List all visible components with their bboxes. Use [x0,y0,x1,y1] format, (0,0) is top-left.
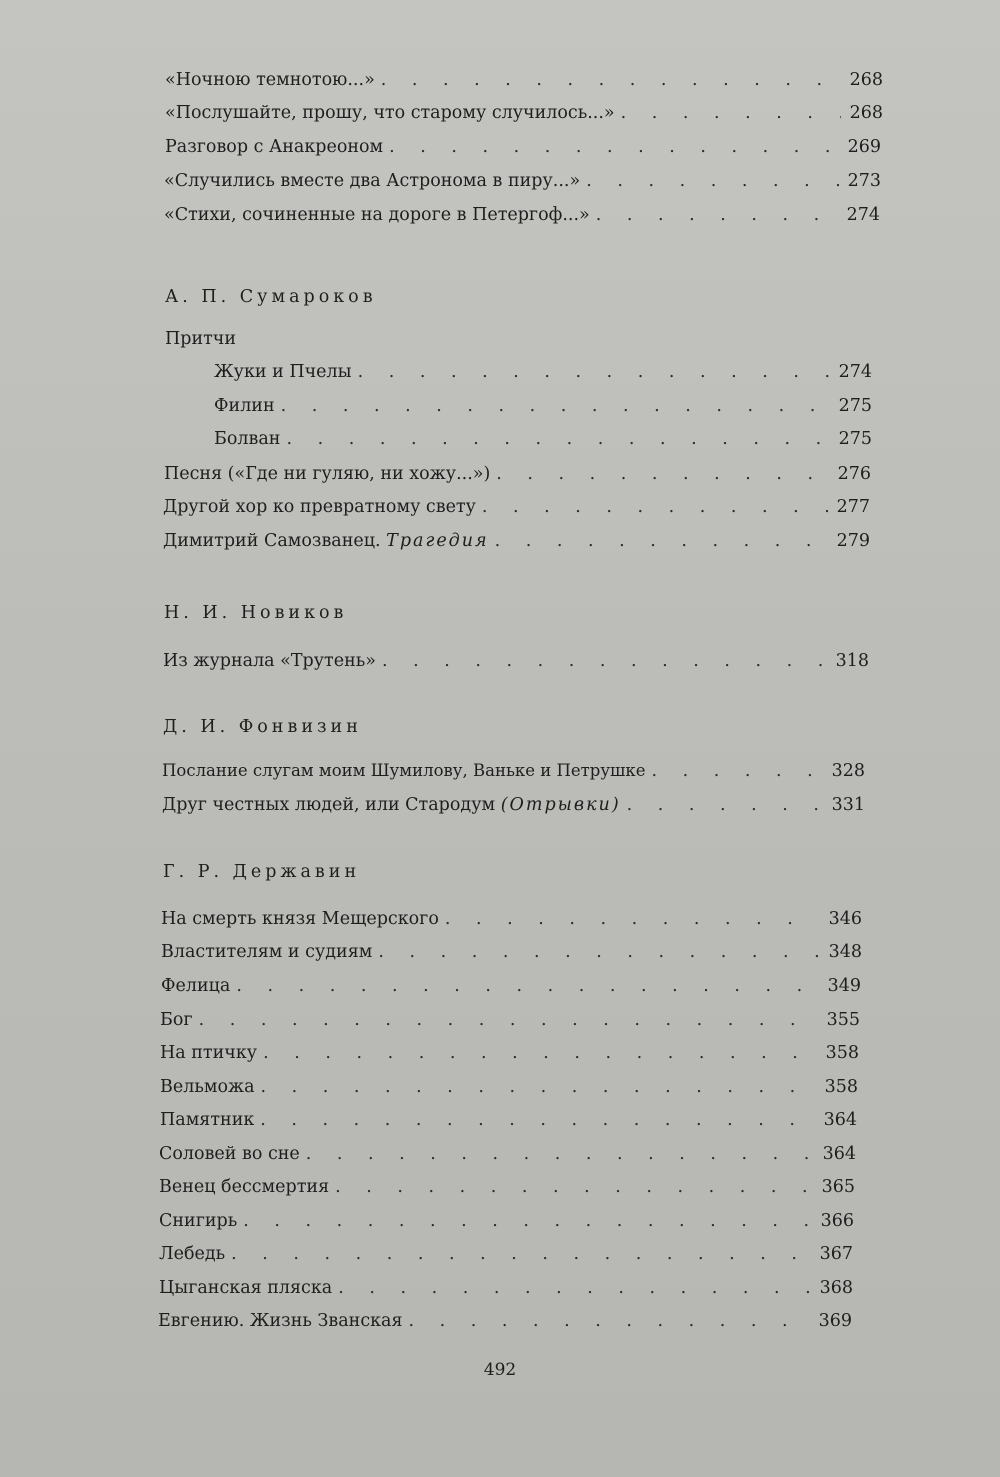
toc-entry [161,909,862,941]
entry-title [163,531,489,551]
toc-entry [160,1010,860,1042]
group-label: Притчи [165,329,237,349]
author-heading: Д. И. Фонвизин [163,717,362,737]
entry-title: «Стихи, сочиненные на дороге в Петергоф...» [164,205,590,225]
entry-page: 328 [831,761,865,781]
leader-dots [260,1110,815,1130]
toc-entry [214,362,872,394]
entry-title: Соловей во сне [159,1144,300,1164]
entry-page: 275 [838,429,872,449]
author-heading: Г. Р. Державин [163,862,361,882]
entry-page: 274 [846,205,880,225]
toc-entry [161,976,861,1008]
entry-page: 318 [835,651,869,671]
entry-page: 277 [836,497,870,517]
entry-page: 355 [826,1010,860,1030]
leader-dots [409,1311,810,1331]
entry-title: Снигирь [159,1211,238,1231]
entry-page: 364 [823,1110,857,1130]
entry-page: 269 [847,137,881,157]
toc-entry [159,1177,855,1209]
entry-page: 273 [847,171,881,191]
entry-page: 367 [819,1244,853,1264]
leader-dots [627,795,823,815]
toc-entry [160,1077,858,1109]
entry-title: «Послушайте, прошу, что старому случилось...» [165,103,615,123]
toc-entry [159,1278,853,1310]
leader-dots [596,205,838,225]
leader-dots [281,396,830,416]
author-heading: А. П. Сумароков [165,287,377,307]
leader-dots [286,429,830,449]
toc-entry [162,761,865,793]
entry-page: 358 [824,1077,858,1097]
toc-entry [160,1110,857,1142]
entry-page: 364 [822,1144,856,1164]
entry-title: Лебедь [159,1244,226,1264]
leader-dots [338,1278,811,1298]
page-number: 492 [483,1360,517,1380]
leader-dots [586,171,839,191]
leader-dots [445,909,820,929]
entry-page: 346 [828,909,862,929]
leader-dots [231,1244,811,1264]
leader-dots [358,362,830,382]
entry-title: Цыганская пляска [159,1278,333,1298]
entry-title: Фелица [161,976,231,996]
entry-title: Жуки и Пчелы [214,362,352,382]
entry-page: 349 [827,976,861,996]
entry-title: Послание слугам моим Шумилову, Ваньке и Петрушке [162,761,646,780]
entry-title: Евгению. Жизнь Званская [158,1311,403,1331]
entry-title: Другой хор ко превратному свету [163,497,476,517]
entry-title: Бог [160,1010,193,1030]
toc-entry [163,497,870,529]
leader-dots [495,531,828,551]
entry-page: 358 [825,1043,859,1063]
toc-entry [163,531,870,563]
leader-dots [199,1010,818,1030]
entry-title-main: Димитрий Самозванец. [163,531,381,551]
leader-dots [621,103,841,123]
entry-page: 276 [837,464,871,484]
toc-entry [158,1311,852,1343]
leader-dots [236,976,819,996]
entry-title: На птичку [160,1043,258,1063]
leader-dots [496,464,829,484]
entry-page: 274 [838,362,872,382]
toc-entry [164,464,871,496]
entry-title: «Ночною темнотою...» [165,70,375,90]
leader-dots [382,651,827,671]
entry-page: 268 [849,70,883,90]
leader-dots [263,1043,817,1063]
leader-dots [482,497,828,517]
entry-page: 369 [818,1311,852,1331]
leader-dots [335,1177,813,1197]
entry-genre: Трагедия [386,531,489,551]
toc-entry [163,651,869,683]
leader-dots [651,761,823,781]
toc-entry [165,70,883,102]
entry-page: 279 [836,531,870,551]
toc-entry [162,795,865,827]
leader-dots [306,1144,814,1164]
entry-title [162,795,621,815]
entry-title: Из журнала «Трутень» [163,651,376,671]
entry-title-main: Друг честных людей, или Стародум [162,795,496,815]
toc-entry [165,137,881,169]
leader-dots [381,70,841,90]
toc-entry [161,942,862,974]
toc-entry [159,1144,856,1176]
toc-entry [160,1043,859,1075]
entry-title: Венец бессмертия [159,1177,330,1197]
toc-entry [164,171,881,203]
entry-title: Властителям и судиям [161,942,373,962]
entry-page: 268 [849,103,883,123]
toc-entry [214,429,872,461]
entry-genre: (Отрывки) [500,795,621,815]
entry-page: 366 [820,1211,854,1231]
author-heading: Н. И. Новиков [164,603,348,623]
toc-entry [164,205,880,237]
toc-entry [214,396,872,428]
entry-page: 331 [831,795,865,815]
leader-dots [243,1211,812,1231]
entry-title: Вельможа [160,1077,255,1097]
entry-title: Филин [214,396,275,416]
entry-title: Болван [214,429,281,449]
toc-entry [159,1244,853,1276]
entry-page: 348 [828,942,862,962]
entry-page: 365 [821,1177,855,1197]
toc-entry [159,1211,854,1243]
leader-dots [389,137,839,157]
entry-page: 368 [819,1278,853,1298]
entry-page: 275 [838,396,872,416]
entry-title: Разговор с Анакреоном [165,137,384,157]
toc-entry [165,103,883,135]
leader-dots [378,942,820,962]
entry-title: Памятник [160,1110,255,1130]
entry-title: «Случились вместе два Астронома в пиру...» [164,171,581,191]
entry-title: Песня («Где ни гуляю, ни хожу...») [164,464,491,484]
leader-dots [261,1077,816,1097]
entry-title: На смерть князя Мещерского [161,909,439,929]
